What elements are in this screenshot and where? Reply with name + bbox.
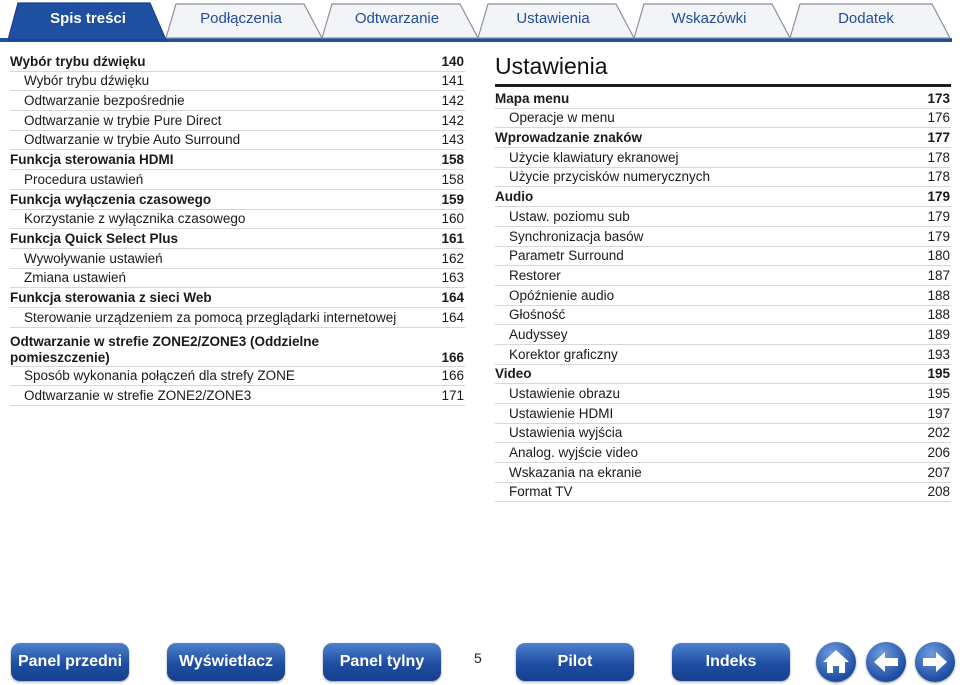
toc-entry-page: 142: [441, 93, 464, 109]
toc-entry[interactable]: [495, 443, 951, 463]
toc-entry[interactable]: [10, 91, 465, 111]
toc-entry-title: Analog. wyjście video: [509, 445, 639, 461]
toc-entry[interactable]: [10, 229, 465, 249]
toc-entry-page: 142: [441, 112, 464, 128]
toc-entry-page: 195: [927, 386, 950, 401]
toc-entry-page: 178: [927, 169, 950, 185]
toc-entry-title: Audio: [495, 189, 534, 205]
toc-entry-page: 178: [927, 149, 950, 165]
toc-entry[interactable]: [10, 190, 465, 210]
toc-entry-page: 188: [927, 287, 950, 303]
toc-entry-title: Funkcja sterowania z sieci Web: [10, 289, 212, 305]
toc-entry-title: Video: [495, 366, 532, 382]
toc-entry-title: Procedura ustawień: [24, 171, 144, 187]
toc-entry-page: 202: [927, 425, 950, 441]
toc-entry-page: 166: [441, 368, 464, 384]
toc-entry-title: Wprowadzanie znaków: [495, 130, 643, 146]
toc-entry-page: 189: [927, 326, 950, 342]
forward-arrow-icon: [915, 642, 955, 682]
tab-dodatek[interactable]: Dodatek: [838, 10, 894, 27]
toc-entry[interactable]: [495, 463, 951, 483]
panel-przedni-button[interactable]: Panel przedni: [11, 643, 129, 681]
toc-entry-title: Wybór trybu dźwięku: [10, 53, 146, 69]
toc-entry-page: 197: [927, 405, 950, 421]
toc-entry-page: 161: [441, 230, 464, 246]
toc-entry-page: 195: [927, 366, 950, 382]
toc-entry[interactable]: [495, 187, 951, 207]
toc-entry[interactable]: [10, 131, 465, 151]
tab-podlaczenia[interactable]: Podłączenia: [200, 10, 282, 27]
toc-entry[interactable]: [495, 325, 951, 345]
toc-entry-title: Wybór trybu dźwięku: [24, 73, 150, 89]
toc-entry[interactable]: [495, 168, 951, 188]
toc-entry-page: 164: [441, 289, 464, 305]
toc-entry-title: Użycie przycisków numerycznych: [509, 169, 711, 185]
toc-entry-page: 206: [927, 445, 950, 461]
toc-entry-page: 158: [441, 171, 464, 187]
toc-entry-title: Zmiana ustawień: [24, 270, 127, 286]
toc-entry[interactable]: [495, 384, 951, 404]
toc-entry-page: 141: [441, 73, 464, 89]
toc-entry-title: Głośność: [509, 307, 566, 323]
toc-entry-title: Odtwarzanie w strefie ZONE2/ZONE3: [24, 388, 252, 403]
toc-entry-page: 179: [927, 228, 950, 244]
toc-entry-title: Mapa menu: [495, 90, 570, 106]
toc-entry-title: Funkcja wyłączenia czasowego: [10, 191, 212, 207]
toc-entry-title: Odtwarzanie w trybie Auto Surround: [24, 132, 241, 148]
home-icon: [816, 642, 856, 682]
toc-left-column: [10, 52, 465, 406]
toc-right-list: [495, 89, 951, 502]
toc-entry-title: Funkcja Quick Select Plus: [10, 230, 179, 246]
toc-entry-title: Odtwarzanie bezpośrednie: [24, 93, 185, 109]
tab-ustawienia[interactable]: Ustawienia: [516, 10, 590, 27]
toc-entry[interactable]: [10, 150, 465, 170]
toc-entry-title: Ustaw. poziomu sub: [509, 208, 630, 224]
toc-entry[interactable]: [495, 207, 951, 227]
toc-entry[interactable]: [495, 483, 951, 503]
forward-button[interactable]: [915, 642, 955, 682]
toc-entry[interactable]: [495, 128, 951, 148]
tab-bar: [0, 0, 960, 44]
toc-entry-page: 160: [441, 211, 464, 227]
toc-entry-title: Restorer: [509, 267, 561, 283]
back-arrow-icon: [866, 642, 906, 682]
toc-entry-page: 143: [441, 132, 464, 148]
toc-entry-title: Sposób wykonania połączeń dla strefy ZONE: [24, 368, 295, 384]
tab-wskazowki[interactable]: Wskazówki: [671, 10, 747, 27]
toc-entry-title: Operacje w menu: [509, 110, 615, 126]
toc-entry-title: Funkcja sterowania HDMI: [10, 152, 174, 168]
toc-entry[interactable]: [10, 288, 465, 308]
toc-entry-title: Synchronizacja basów: [509, 228, 644, 244]
indeks-button[interactable]: Indeks: [672, 643, 790, 681]
panel-tylny-button[interactable]: Panel tylny: [323, 643, 441, 681]
toc-entry[interactable]: [495, 148, 951, 168]
toc-entry-title: Ustawienie HDMI: [509, 405, 614, 421]
toc-entry[interactable]: [495, 109, 951, 129]
toc-entry[interactable]: [10, 269, 465, 289]
toc-entry-page: 179: [927, 189, 950, 205]
toc-entry[interactable]: [10, 72, 465, 92]
toc-entry[interactable]: [10, 328, 465, 367]
toc-entry-page: 207: [927, 464, 950, 480]
toc-entry[interactable]: [495, 89, 951, 109]
toc-entry[interactable]: [495, 247, 951, 267]
toc-entry-title: Użycie klawiatury ekranowej: [509, 149, 679, 165]
toc-entry-page: 208: [927, 484, 950, 500]
toc-entry-page: 179: [927, 208, 950, 224]
toc-entry-page: 188: [927, 307, 950, 323]
toc-entry-title: Audyssey: [509, 326, 568, 342]
tab-spis-tresci[interactable]: Spis treści: [50, 10, 126, 27]
toc-entry-title: Wskazania na ekranie: [509, 464, 642, 480]
toc-entry[interactable]: [495, 345, 951, 365]
toc-entry-title: Parametr Surround: [509, 248, 624, 264]
toc-right-column: [495, 52, 951, 502]
toc-entry-page: 158: [441, 152, 464, 168]
toc-entry-page: 173: [927, 90, 950, 106]
tab-odtwarzanie[interactable]: Odtwarzanie: [354, 10, 440, 27]
toc-entry-page: 164: [441, 309, 464, 325]
toc-entry[interactable]: [10, 210, 465, 230]
toc-entry[interactable]: [10, 249, 465, 269]
toc-entry-title: Korzystanie z wyłącznika czasowego: [24, 211, 246, 227]
toc-entry-title: Wywoływanie ustawień: [24, 250, 163, 266]
toc-entry[interactable]: [495, 227, 951, 247]
toc-entry-page: 166: [441, 349, 464, 365]
toc-entry-page: 180: [927, 248, 950, 264]
section-title: Ustawienia: [495, 52, 951, 87]
toc-entry-title: Odtwarzanie w trybie Pure Direct: [24, 112, 222, 128]
toc-entry-title: Ustawienia wyjścia: [509, 425, 623, 441]
toc-entry-title: Odtwarzanie w strefie ZONE2/ZONE3 (Oddzielne pomieszczenie): [10, 333, 320, 365]
toc-entry[interactable]: [10, 367, 465, 387]
toc-entry-page: 177: [927, 130, 950, 146]
toc-entry-title: Ustawienie obrazu: [509, 386, 621, 401]
toc-entry[interactable]: [495, 424, 951, 444]
toc-entry-page: 176: [927, 110, 950, 126]
toc-entry[interactable]: [495, 286, 951, 306]
toc-entry[interactable]: [495, 404, 951, 424]
toc-entry[interactable]: [10, 52, 465, 72]
toc-entry[interactable]: [10, 170, 465, 190]
toc-entry-page: 193: [927, 346, 950, 362]
toc-entry-page: 140: [441, 53, 464, 69]
back-button[interactable]: [866, 642, 906, 682]
toc-entry-title: Opóźnienie audio: [509, 287, 615, 303]
page-number: 5: [474, 650, 482, 666]
toc-entry-page: 187: [927, 267, 950, 283]
toc-entry[interactable]: [10, 308, 465, 328]
pilot-button[interactable]: Pilot: [516, 643, 634, 681]
toc-entry[interactable]: [10, 111, 465, 131]
toc-entry-page: 162: [441, 250, 464, 266]
toc-entry-page: 159: [441, 191, 464, 207]
toc-entry-title: Sterowanie urządzeniem za pomocą przeglądarki internetowej: [24, 309, 397, 325]
toc-entry[interactable]: [10, 386, 465, 406]
toc-entry[interactable]: [495, 365, 951, 385]
home-button[interactable]: [816, 642, 856, 682]
toc-entry-title: Format TV: [509, 484, 573, 500]
toc-entry[interactable]: [495, 266, 951, 286]
toc-entry-page: 163: [441, 270, 464, 286]
toc-entry[interactable]: [495, 306, 951, 326]
toc-entry-page: 171: [441, 388, 464, 403]
toc-entry-title: Korektor graficzny: [509, 346, 618, 362]
wyswietlacz-button[interactable]: Wyświetlacz: [167, 643, 285, 681]
